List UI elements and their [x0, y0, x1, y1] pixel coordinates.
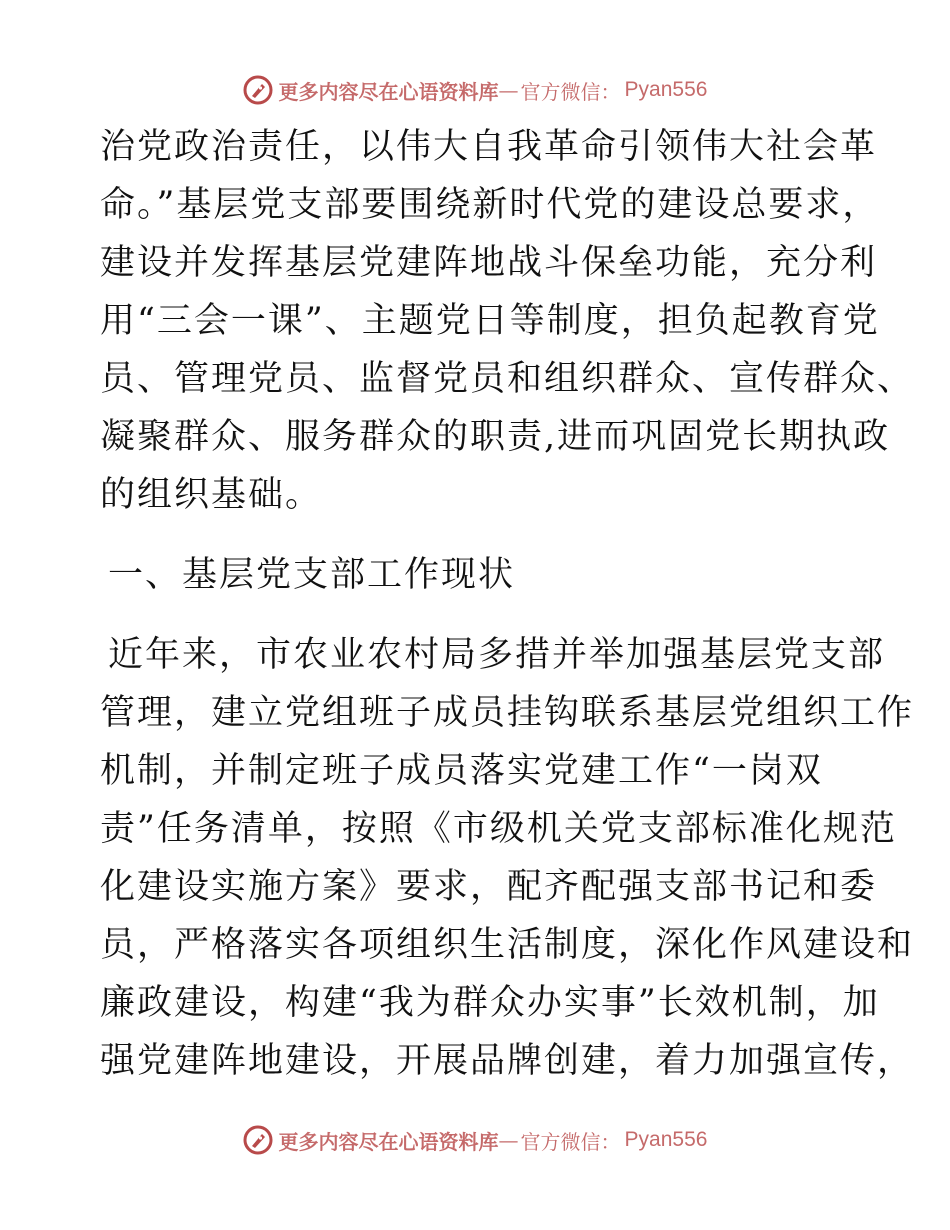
text-line: 机制，并制定班子成员落实党建工作“一岗双: [100, 751, 823, 791]
text-line: 近年来，市农业农村局多措并举加强基层党支部: [108, 635, 886, 675]
text-line: 用“三会一课”、主题党日等制度，担负起教育党: [100, 301, 880, 341]
text-line: 治党政治责任，以伟大自我革命引领伟大社会革: [100, 127, 878, 167]
text-line: 化建设实施方案》要求，配齐配强支部书记和委: [100, 867, 878, 907]
document-body: [100, 118, 915, 1090]
text-line: 员，严格落实各项组织生活制度，深化作风建设和: [100, 925, 915, 965]
watermark-site-text: 更多内容尽在心语资料库: [278, 1129, 499, 1154]
watermark-wechat-label: 官方微信：: [520, 79, 621, 104]
watermark-dash: —: [498, 1128, 519, 1152]
pen-nib-circle-icon: [243, 1125, 273, 1155]
text-line: 廉政建设，构建“我为群众办实事”长效机制，加: [100, 983, 880, 1023]
text-line: 命。”基层党支部要围绕新时代党的建设总要求，: [100, 185, 880, 225]
watermark-dash: —: [498, 78, 519, 102]
paragraph-1: [100, 118, 915, 524]
watermark-wechat-label: 官方微信：: [520, 1129, 621, 1154]
watermark-wechat-id: Pyan556: [624, 1128, 708, 1151]
pen-nib-circle-icon: [243, 75, 273, 105]
text-line: 强党建阵地建设，开展品牌创建，着力加强宣传，: [100, 1041, 915, 1081]
text-line: 建设并发挥基层党建阵地战斗保垒功能，充分利: [100, 243, 878, 283]
text-line: 员、管理党员、监督党员和组织群众、宣传群众、: [100, 359, 915, 399]
text-line: 管理，建立党组班子成员挂钩联系基层党组织工作: [100, 693, 915, 733]
text-line: 责”任务清单，按照《市级机关党支部标准化规范: [100, 809, 897, 849]
paragraph-2: [100, 626, 915, 1090]
watermark-site-text: 更多内容尽在心语资料库: [278, 79, 499, 104]
text-line: 凝聚群众、服务群众的职责,进而巩固党长期执政: [100, 417, 891, 457]
section-heading: 一、基层党支部工作现状: [108, 555, 516, 595]
text-line: 的组织基础。: [100, 475, 323, 515]
footer-watermark: [0, 1120, 950, 1160]
watermark-wechat-id: Pyan556: [624, 78, 708, 101]
header-watermark: [0, 70, 950, 110]
